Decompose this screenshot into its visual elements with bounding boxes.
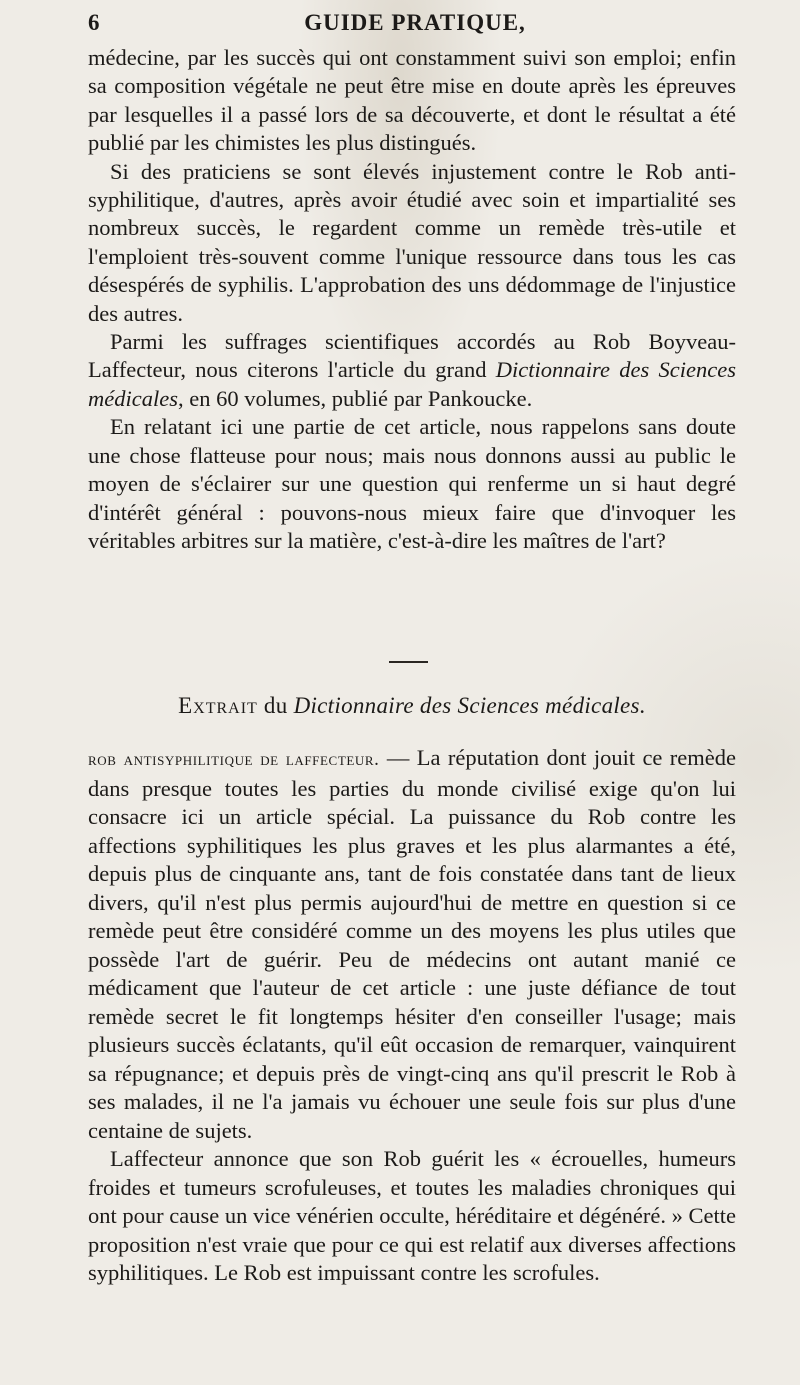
paragraph-3 [88,328,736,413]
paragraph-3-text: Parmi les suffrages scientifiques accordés au Rob Boyveau-Laffecteur, nous citerons l'article du grand Dictionnaire des Sciences médicales, en 60 volumes, publié par Pankoucke. [88,329,736,411]
paragraph-4: En relatant ici une partie de cet article, nous rappelons sans doute une chose flatteuse pour nous; mais nous donnons aussi au public le moyen de s'éclairer sur une question qui renferme un si haut degré d'intérêt général : pouvons-nous mieux faire que d'invoquer les véritables arbitres sur la matière, c'est-à-dire les maîtres de l'art? [88,414,736,553]
section-heading [88,693,736,719]
running-title: GUIDE PRATIQUE, [304,10,526,35]
paragraph-2: Si des praticiens se sont élevés injustement contre le Rob anti-syphilitique, d'autres, après avoir étudié avec soin et impartialité ses nombreux succès, le regardent comme un remède très-utile et l'emploient très-souvent comme l'unique ressource dans tous les cas désespérés de syphilis. L'approbation des uns dédommage de l'injustice des autres. [88,158,736,326]
entry-heading: rob antisyphilitique de laffecteur. [88,749,380,770]
extrait-label: Extrait [178,693,258,718]
dictionary-title-inline: Dictionnaire des Sciences médicales [88,357,736,411]
main-text [88,44,736,555]
page-number: 6 [88,10,100,35]
page-header [88,10,742,40]
extract-text [88,744,736,1288]
dictionary-title: Dictionnaire des Sciences médicales. [293,693,646,718]
paragraph-1: médecine, par les succès qui ont constamment suivi son emploi; enfin sa composition végétale ne peut être mise en doute après les épreuves par lesquelles il a passé lors de sa découverte, et dont le résultat a été publié par les chimistes les plus distingués. [88,45,736,156]
extract-paragraph-1 [88,744,736,1145]
section-divider [389,661,428,663]
extract-paragraph-2: Laffecteur annonce que son Rob guérit les « écrouelles, humeurs froides et tumeurs scrofuleuses, et toutes les maladies chroniques qui ont pour cause un vice vénérien occulte, héréditaire et dégénéré. » Cette proposition n'est vraie que pour ce qui est relatif aux diverses affections syphilitiques. Le Rob est impuissant contre les scrofules. [88,1146,736,1285]
entry-text: — La réputation dont jouit ce remède dans presque toutes les parties du monde civilisé exige qu'on lui consacre ici un article spécial. La puissance du Rob contre les affections syphilitiques les plus graves et les plus alarmantes a été, depuis plus de cinquante ans, tant de fois constatée dans tant de lieux divers, qu'il n'est plus permis aujourd'hui de mettre en question si ce remède peut être considéré comme un des moyens les plus utiles que possède l'art de guérir. Peu de médecins ont autant manié ce médicament que l'auteur de cet article : une juste défiance de tout remède secret le fit longtemps hésiter d'en conseiller l'usage; mais plusieurs succès éclatants, qu'il eût occasion de remarquer, vainquirent sa répugnance; et depuis près de vingt-cinq ans qu'il prescrit le Rob à ses malades, il ne l'a jamais vu échouer une seule fois sur plus d'une centaine de sujets. [88,745,736,1143]
du-word: du [263,693,288,718]
